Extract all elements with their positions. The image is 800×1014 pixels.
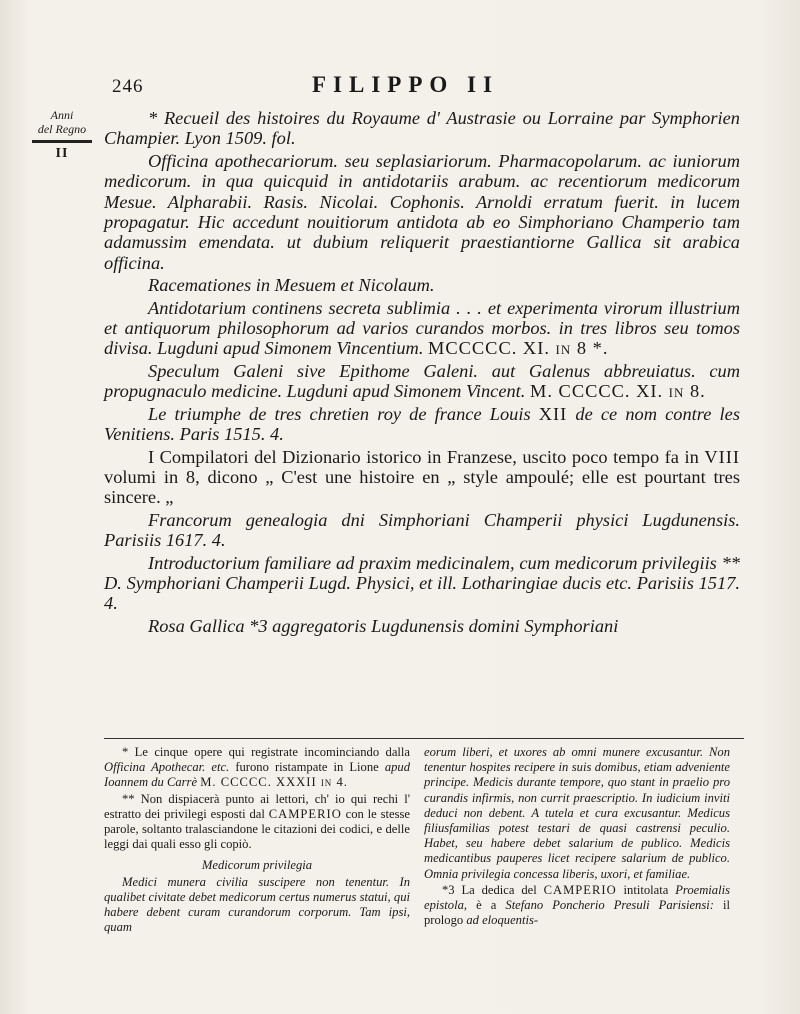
entry-triumphe: Le triumphe de tres chretien roy de france Louis XII de ce nom contre les Venitiens. Paris 1515. 4. [104,403,740,445]
footnote-double-star: ** Non dispiacerà punto ai lettori, ch' io qui rechi l' estratto dei privilegi esposti dal CAMPERIO con le stesse parole, soltanto tralasciandone le citazioni dei codici, e delle leggi dai quali esso gli copiò. [104,791,410,852]
footnotes [104,738,744,999]
page-number: 246 [112,76,144,97]
running-head: FILIPPO II [312,72,499,97]
footnote-privilegia-text: Medici munera civilia suscipere non tenentur. In qualibet civitate debet medicorum certus numerus statui, qui habere debent curam curandorum corporum. Tam ipsi, quam [104,874,410,935]
entry-speculum: Speculum Galeni sive Epithome Galeni. aut Galenus abbreuiatus. cum propugnaculo medicine. Lugduni apud Simonem Vincent. M. CCCCC. XI. in 8. [104,360,740,402]
entry-speculum-date: M. CCCCC. XI. in 8. [530,381,706,402]
margin-note-line1: Anni [50,108,74,122]
entry-triumphe-numeral: XII [538,403,568,424]
main-text [104,108,740,638]
footnote-column-right [424,745,730,929]
footnote-column-left [104,745,410,936]
footnote-privilegia-continued: eorum liberi, et uxores ab omni munere excusantur. Non tenentur hospites recipere in suis domibus, etiam adveniente principe. Medicis durante tempore, quo stant in praelio pro curandis infirmis, non currit praescriptio. In iudicium inviti deduci non debent. A tutela et cura excusantur. Medicus filiusfamilias potest testari de quasi castrensi peculio. Habet, seu habere debet salarium de publico. Medicis medicantibus pauperes licet recipere salarium de publico. Omnia privilegia concessa liberis, uxori, et familiae. [424,745,730,881]
entry-rosa-gallica: Rosa Gallica *3 aggregatoris Lugdunensis domini Symphoriani [148,615,619,636]
entry-compilatori: I Compilatori del Dizionario istorico in Franzese, uscito poco tempo fa in VIII volumi in 8, dicono „ C'est une histoire en „ style ampoulé; elle est pourtant tres sincere. „ [104,446,740,508]
margin-note-number: II [55,146,69,161]
entry-antidotarium: Antidotarium continens secreta sublimia . . . et experimenta virorum illustrium et antiquorum philosophorum ad varios curandos morbos. in tres libros seu tomos divisa. Lugduni apud Simonem Vincentium. MCCCCC. XI. in 8 *. [104,297,740,359]
page-header [100,72,740,102]
footnote-star-three: *3 La dedica del CAMPERIO intitolata Proemialis epistola, è a Stefano Poncherio Presuli Parisiensi: il prologo ad eloquentis- [424,882,731,928]
entry-antidotarium-date: MCCCCC. XI. in 8 *. [428,338,609,359]
entry-introductorium: Introductorium familiare ad praxim medicinalem, cum medicorum privilegiis ** D. Symphoriani Champerii Lugd. Physici, et ill. Lotharingiae ducis etc. Parisiis 1517. 4. [104,552,740,614]
entry-officina: Officina apothecariorum. seu seplasiariorum. Pharmacopolarum. ac iuniorum medicorum. in qua quicquid in antidotariis arabum. ac recentiorum medicorum Mesue. Alpharabii. Rasis. Nicolai. Cophonis. Arnoldi erratum fuerit. in lucem propagatur. Hic accedunt nouitiorum antidota ab eo Simphoriano Champerio tam adamussim emendata. ut dubium reliquerit praestiantiorne Gallica sit arabica officina. [104,150,740,273]
margin-note-rule [32,140,92,143]
entry-racemationes: Racemationes in Mesuem et Nicolaum. [148,275,435,296]
entry-compilatori-numeral: VIII [704,446,740,467]
footnote-privilegia-heading: Medicorum privilegia [201,858,313,873]
margin-note [24,108,100,162]
entry-francorum: Francorum genealogia dni Simphoriani Champerii physici Lugdunensis. Parisiis 1617. 4. [104,509,740,551]
entry-recueil: * Recueil des histoires du Royaume d' Austrasie ou Lorraine par Symphorien Champier. Lyon 1509. fol. [104,108,740,149]
footnote-star: * Le cinque opere qui registrate incominciando dalla Officina Apothecar. etc. furono ristampate in Lione apud Ioannem du Carrè M. CCCCC. XXXII in 4. [104,745,410,790]
margin-note-line2: del Regno [37,122,87,136]
